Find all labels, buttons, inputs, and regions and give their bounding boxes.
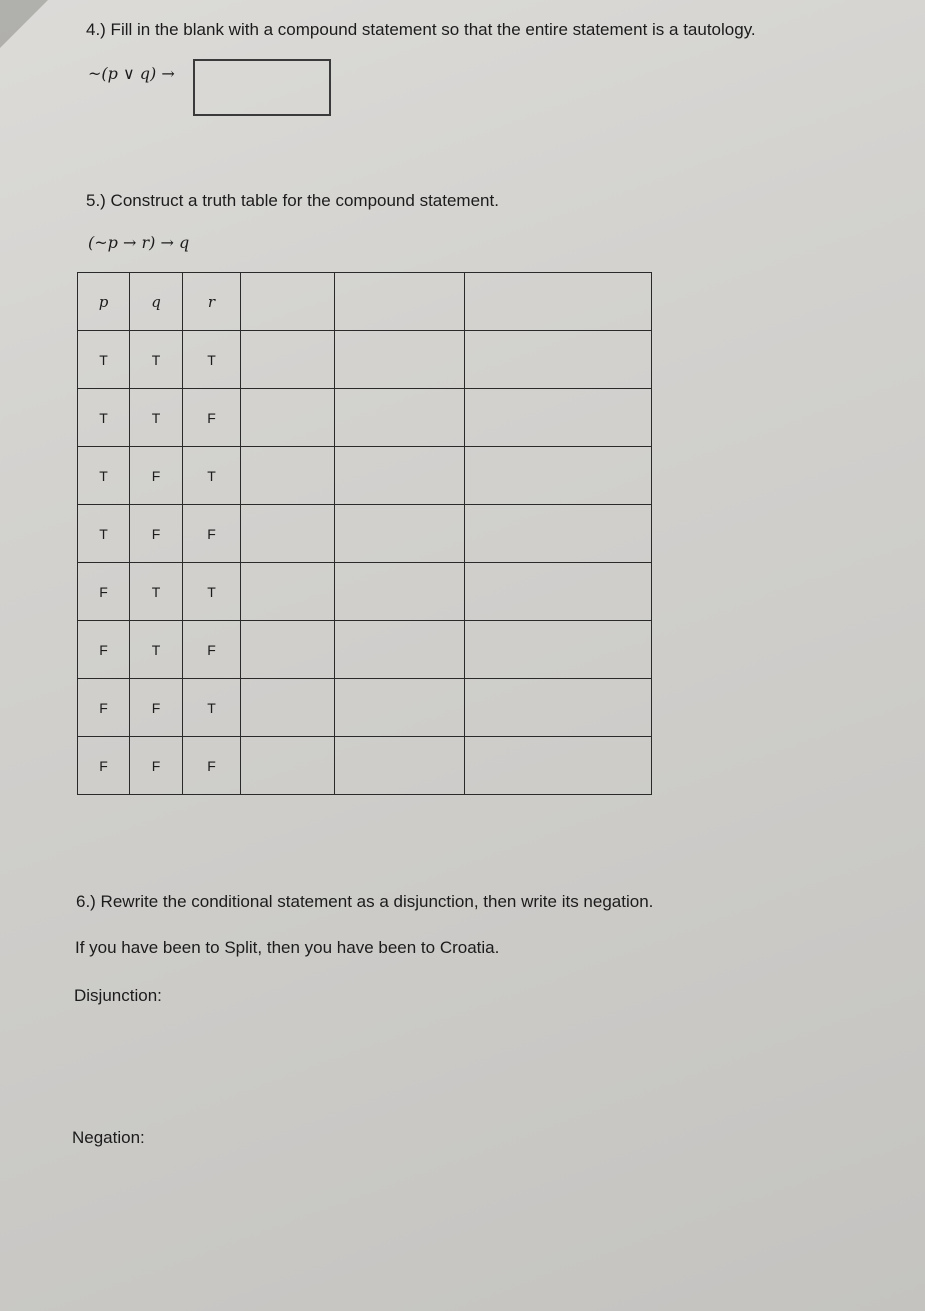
table-row xyxy=(78,447,652,505)
answer-cell[interactable] xyxy=(335,737,465,795)
answer-cell[interactable] xyxy=(335,389,465,447)
table-row xyxy=(78,505,652,563)
truth-value-cell: F xyxy=(130,737,183,795)
truth-value-cell: F xyxy=(130,447,183,505)
truth-value-cell: F xyxy=(130,505,183,563)
table-row xyxy=(78,389,652,447)
truth-value-cell: T xyxy=(183,563,241,621)
table-row xyxy=(78,563,652,621)
truth-value-cell: T xyxy=(78,331,130,389)
question-6-title: 6.) Rewrite the conditional statement as a disjunction, then write its negation. xyxy=(76,892,654,911)
question-6-statement: If you have been to Split, then you have been to Croatia. xyxy=(75,938,500,957)
truth-value-cell: T xyxy=(78,505,130,563)
answer-cell[interactable] xyxy=(335,621,465,679)
truth-value-cell: T xyxy=(78,389,130,447)
answer-cell[interactable] xyxy=(465,679,652,737)
truth-value-cell: T xyxy=(130,621,183,679)
answer-cell[interactable] xyxy=(465,331,652,389)
answer-cell[interactable] xyxy=(465,621,652,679)
question-5-title: 5.) Construct a truth table for the compound statement. xyxy=(86,191,499,210)
truth-value-cell: T xyxy=(183,447,241,505)
truth-value-cell: F xyxy=(78,621,130,679)
table-row xyxy=(78,737,652,795)
header-blank-3[interactable] xyxy=(465,273,652,331)
truth-value-cell: F xyxy=(130,679,183,737)
table-row xyxy=(78,331,652,389)
answer-cell[interactable] xyxy=(241,331,335,389)
header-blank-2[interactable] xyxy=(335,273,465,331)
answer-cell[interactable] xyxy=(241,447,335,505)
header-blank-1[interactable] xyxy=(241,273,335,331)
answer-cell[interactable] xyxy=(241,679,335,737)
truth-value-cell: F xyxy=(78,679,130,737)
answer-cell[interactable] xyxy=(241,563,335,621)
truth-value-cell: T xyxy=(130,389,183,447)
table-row xyxy=(78,621,652,679)
folded-corner xyxy=(0,0,48,48)
truth-value-cell: F xyxy=(183,621,241,679)
answer-cell[interactable] xyxy=(241,737,335,795)
truth-value-cell: F xyxy=(78,563,130,621)
truth-value-cell: T xyxy=(130,331,183,389)
truth-value-cell: T xyxy=(183,679,241,737)
answer-cell[interactable] xyxy=(335,563,465,621)
truth-table-header-row xyxy=(78,273,652,331)
truth-value-cell: T xyxy=(183,331,241,389)
answer-cell[interactable] xyxy=(241,505,335,563)
truth-value-cell: T xyxy=(130,563,183,621)
disjunction-label: Disjunction: xyxy=(74,986,162,1005)
answer-cell[interactable] xyxy=(335,331,465,389)
truth-value-cell: T xyxy=(78,447,130,505)
header-r: r xyxy=(183,273,241,331)
table-row xyxy=(78,679,652,737)
answer-cell[interactable] xyxy=(335,679,465,737)
truth-value-cell: F xyxy=(183,737,241,795)
negation-label: Negation: xyxy=(72,1128,145,1147)
answer-cell[interactable] xyxy=(241,389,335,447)
answer-cell[interactable] xyxy=(465,563,652,621)
truth-value-cell: F xyxy=(183,389,241,447)
answer-cell[interactable] xyxy=(465,505,652,563)
header-p: p xyxy=(78,273,130,331)
truth-value-cell: F xyxy=(183,505,241,563)
question-4-expression: ~(p ∨ q) → xyxy=(88,64,175,83)
header-q: q xyxy=(130,273,183,331)
answer-cell[interactable] xyxy=(241,621,335,679)
answer-cell[interactable] xyxy=(465,737,652,795)
answer-cell[interactable] xyxy=(335,447,465,505)
truth-value-cell: F xyxy=(78,737,130,795)
question-4-answer-box[interactable] xyxy=(193,59,331,116)
truth-table xyxy=(77,272,652,795)
question-4-title: 4.) Fill in the blank with a compound statement so that the entire statement is a tautology. xyxy=(86,20,756,39)
answer-cell[interactable] xyxy=(335,505,465,563)
question-5-expression: (~p → r) → q xyxy=(88,233,190,252)
answer-cell[interactable] xyxy=(465,389,652,447)
answer-cell[interactable] xyxy=(465,447,652,505)
